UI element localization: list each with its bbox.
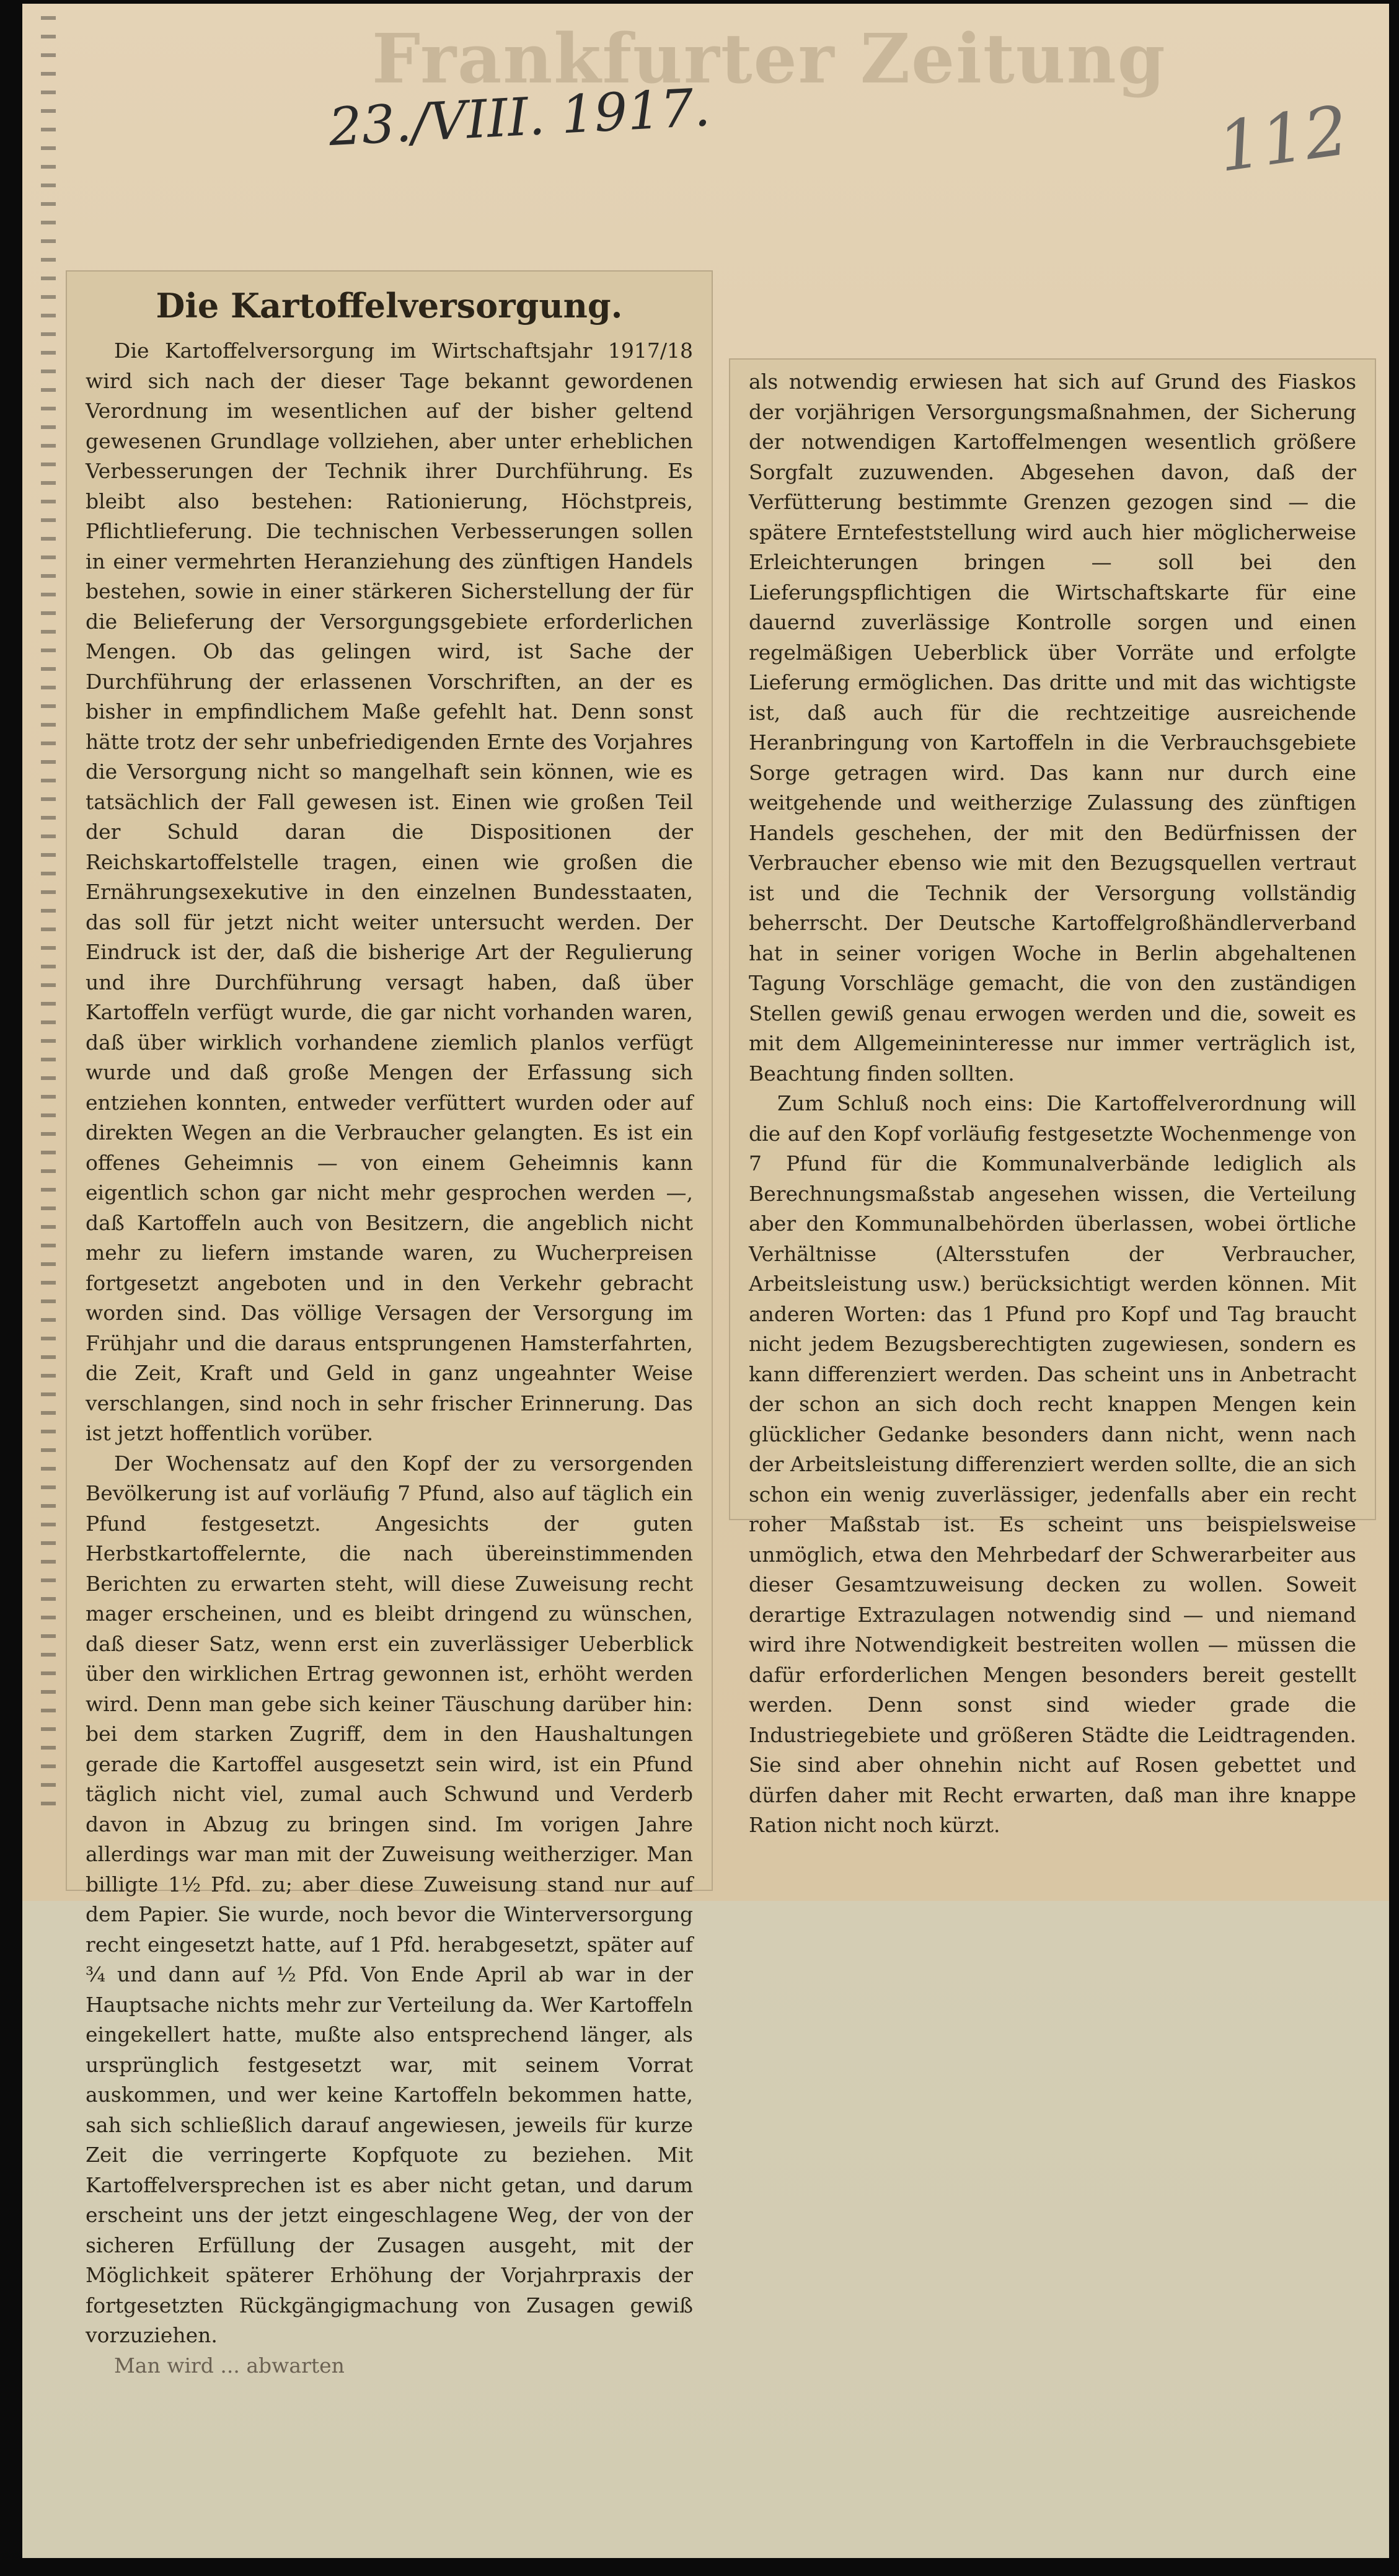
torn-edge xyxy=(41,16,56,1814)
cut-off-line: Man wird ... abwarten xyxy=(114,2353,345,2378)
article-paragraph: Der Wochensatz auf den Kopf der zu versorgenden Bevölkerung ist auf vorläufig 7 Pfund, also auf täglich ein Pfund festgesetzt. Angesichts der guten Herbstkartoffelernte, die nach übereinstimmenden Berichten zu erwarten steht, will diese Zuweisung recht mager erscheinen, und es bleibt dringend zu wünschen, daß dieser Satz, wenn erst ein zuverlässiger Ueberblick über den wirklichen Ertrag gewonnen ist, erhöht werden wird. Denn man gebe sich keiner Täuschung darüber hin: bei dem starken Zugriff, dem in den Haushaltungen gerade die Kartoffel ausgesetzt sein wird, ist ein Pfund täglich nicht viel, zumal auch Schwund und Verderb davon in Abzug zu bringen sind. Im vorigen Jahre allerdings war man mit der Zuweisung weitherziger. Man billigte 1½ Pfd. zu; aber diese Zuweisung stand nur auf dem Papier. Sie wurde, noch bevor die Winterversorgung recht eingesetzt hatte, auf 1 Pfd. herabgesetzt, später auf ¾ und dann auf ½ Pfd. Von Ende April ab war in der Hauptsache nichts mehr zur Verteilung da. Wer Kartoffeln eingekellert hatte, mußte also entsprechend länger, als ursprünglich festgesetzt war, mit seinem Vorrat auskommen, und wer keine Kartoffeln bekommen hatte, sah sich schließlich darauf angewiesen, jeweils für kurze Zeit die verringerte Kopfquote zu beziehen. Mit Kartoffelversprechen ist es aber nicht getan, und darum erscheint uns der jetzt eingeschlagene Weg, der von der sicheren Erfüllung der Zusagen ausgeht, mit der Möglichkeit späterer Erhöhung der Vorjahrpraxis der fortgesetzten Rückgängigmachung von Zusagen gewiß vorzuziehen. xyxy=(86,1451,693,2347)
newspaper-masthead-stamp: Frankfurter Zeitung xyxy=(372,19,1167,99)
article-paragraph: Die Kartoffelversorgung im Wirtschaftsjahr 1917/18 wird sich nach der dieser Tage bekannt gewordenen Verordnung im wesentlichen auf der bisher geltend gewesenen Grundlage vollziehen, aber unter erheblichen Verbesserungen der Technik ihrer Durchführung. Es bleibt also bestehen: Rationierung, Höchstpreis, Pflichtlieferung. Die technischen Verbesserungen sollen in einer vermehrten Heranziehung des zünftigen Handels bestehen, sowie in einer stärkeren Sicherstellung der für die Belieferung der Versorgungsgebiete erforderlichen Mengen. Ob das gelingen wird, ist Sache der Durchführung der erlassenen Vorschriften, an der es bisher in empfindlichem Maße gefehlt hat. Denn sonst hätte trotz der sehr unbefriedigenden Ernte des Vorjahres die Versorgung nicht so mangelhaft sein können, wie es tatsächlich der Fall gewesen ist. Einen wie großen Teil der Schuld daran die Dispositionen der Reichskartoffelstelle tragen, einen wie großen die Ernährungsexekutive in den einzelnen Bundesstaaten, das soll für jetzt nicht weiter untersucht werden. Der Eindruck ist der, daß die bisherige Art der Regulierung und ihre Durchführung versagt haben, daß über Kartoffeln verfügt wurde, die gar nicht vorhanden waren, daß über wirklich vorhandene ziemlich planlos verfügt wurde und daß große Mengen der Erfassung sich entziehen konnten, entweder verfüttert wurden oder auf direkten Wegen an die Verbraucher gelangten. Es ist ein offenes Geheimnis — von einem Geheimnis kann eigentlich schon gar nicht mehr gesprochen werden —, daß Kartoffeln auch von Besitzern, die angeblich nicht mehr zu liefern imstande waren, zu Wucherpreisen fortgesetzt angeboten und in den Verkehr gebracht worden sind. Das völlige Versagen der Versorgung im Frühjahr und die daraus entsprungenen Hamsterfahrten, die Zeit, Kraft und Geld in ganz ungeahnter Weise verschlangen, sind noch in sehr frischer Erinnerung. Das ist jetzt hoffentlich vorüber. xyxy=(86,339,693,1445)
newspaper-clipping-right xyxy=(730,360,1375,1837)
newspaper-clipping-left xyxy=(67,272,712,2378)
handwritten-date: 23./VIII. 1917. xyxy=(327,76,712,158)
handwritten-archive-number: 112 xyxy=(1213,91,1353,187)
article-paragraph: als notwendig erwiesen hat sich auf Grund des Fiaskos der vorjährigen Versorgungsmaßnahmen, der Sicherung der notwendigen Kartoffelmengen wesentlich größere Sorgfalt zuzuwenden. Abgesehen davon, daß der Verfütterung bestimmte Grenzen gezogen sind — die spätere Erntefeststellung wird auch hier möglicherweise Erleichterungen bringen — soll bei den Lieferungspflichtigen die Wirtschaftskarte für eine dauernd zuverlässige Kontrolle sorgen und einen regelmäßigen Ueberblick über Vorräte und erfolgte Lieferung ermöglichen. Das dritte und mit das wichtigste ist, daß auch für die rechtzeitige ausreichende Heranbringung von Kartoffeln in die Verbrauchsgebiete Sorge getragen wird. Das kann nur durch eine weitgehende und weitherzige Zulassung des zünftigen Handels geschehen, der mit den Bedürfnissen der Verbraucher ebenso wie mit den Bezugsquellen vertraut ist und die Technik der Versorgung vollständig beherrscht. Der Deutsche Kartoffelgroßhändlerverband hat in seiner vorigen Woche in Berlin abgehaltenen Tagung Vorschläge gemacht, die von den zuständigen Stellen gewiß genau erwogen werden und die, soweit es mit dem Allgemeininteresse nur immer verträglich ist, Beachtung finden sollten. xyxy=(749,370,1356,1086)
article-title: Die Kartoffelversorgung. xyxy=(156,286,623,325)
article-paragraph: Zum Schluß noch eins: Die Kartoffelverordnung will die auf den Kopf vorläufig festgesetzte Wochenmenge von 7 Pfund für die Kommunalverbände lediglich als Berechnungsmaßstab angesehen wissen, die Verteilung aber den Kommunalbehörden überlassen, wobei örtliche Verhältnisse (Altersstufen der Verbraucher, Arbeitsleistung usw.) berücksichtigt werden können. Mit anderen Worten: das 1 Pfund pro Kopf und Tag braucht nicht jedem Bezugsberechtigten zugewiesen, sondern es kann differenziert werden. Das scheint uns in Anbetracht der schon an sich doch recht knappen Mengen kein glücklicher Gedanke besonders dann nicht, wenn nach der Arbeitsleistung differenziert werden sollte, die an sich schon ein wenig zuverlässiger, jedenfalls aber ein recht roher Maßstab ist. Es scheint uns beispielsweise unmöglich, etwa den Mehrbedarf der Schwerarbeiter aus dieser Gesamtzuweisung decken zu wollen. Soweit derartige Extrazulagen notwendig sind — und niemand wird ihre Notwendigkeit bestreiten wollen — müssen die dafür erforderlichen Mengen besonders bereit gestellt werden. Denn sonst sind wieder grade die Industriegebiete und größeren Städte die Leidtragenden. Sie sind aber ohnehin nicht auf Rosen gebettet und dürfen daher mit Recht erwarten, daß man ihre knappe Ration nicht noch kürzt. xyxy=(749,1091,1356,1837)
